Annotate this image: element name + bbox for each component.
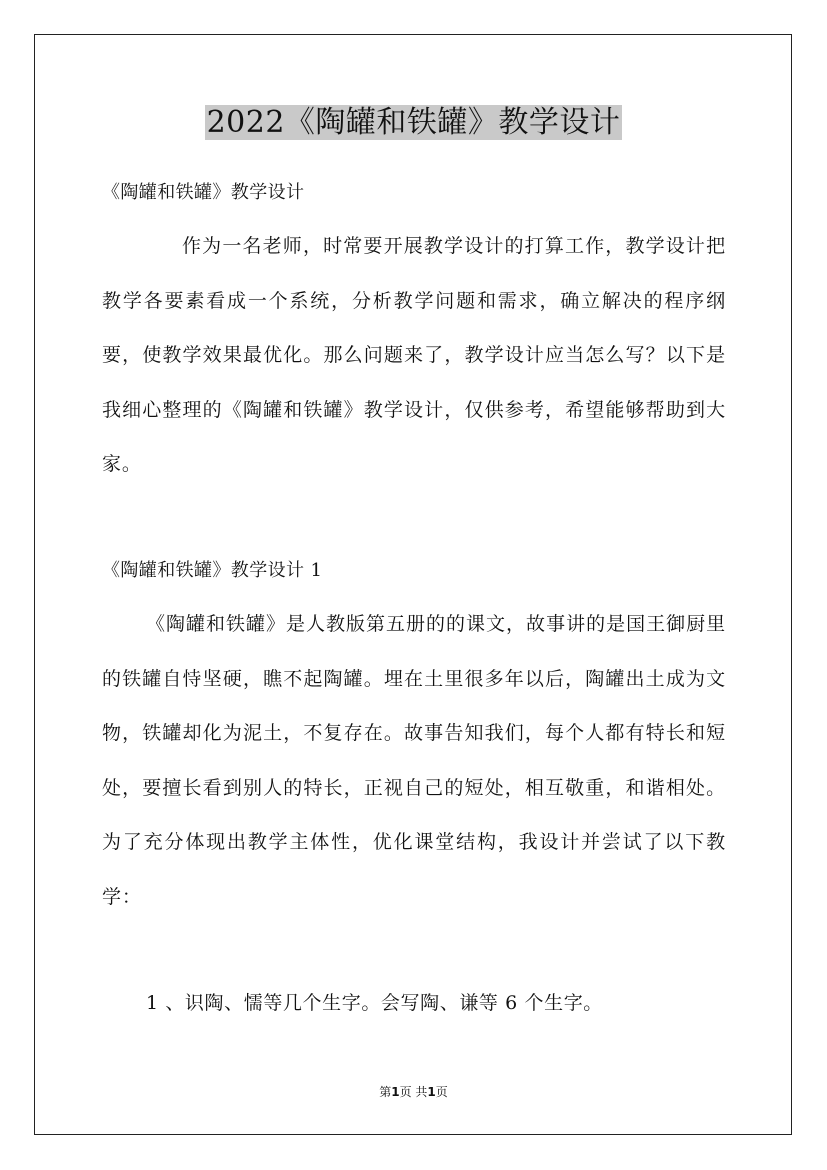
page-footer bbox=[0, 1083, 827, 1101]
document-subtitle: 《陶罐和铁罐》教学设计 bbox=[102, 182, 305, 203]
page-suffix: 页 bbox=[435, 1085, 448, 1099]
list-item: 1 、识陶、懦等几个生字。会写陶、谦等 6 个生字。 bbox=[146, 992, 603, 1014]
document-title-text: 2022《陶罐和铁罐》教学设计 bbox=[206, 105, 621, 140]
page-total: 1 bbox=[427, 1085, 436, 1099]
page-current: 1 bbox=[391, 1085, 400, 1099]
section-paragraph: 《陶罐和铁罐》是人教版第五册的的课文，故事讲的是国王御厨里的铁罐自恃坚硬，瞧不起陶罐。埋在土里很多年以后，陶罐出土成为文物，铁罐却化为泥土，不复存在。故事告知我们，每个人都有特长和短处，要擅长看到别人的特长，正视自己的短处，相互敬重，和谐相处。为了充分体现出教学主体性，优化课堂结构，我设计并尝试了以下教学： bbox=[102, 613, 726, 908]
page-mid: 页 共 bbox=[399, 1085, 428, 1099]
intro-paragraph: 作为一名老师，时常要开展教学设计的打算工作，教学设计把教学各要素看成一个系统，分析教学问题和需求，确立解决的程序纲要，使教学效果最优化。那么问题来了，教学设计应当怎么写？以下是我细心整理的《陶罐和铁罐》教学设计，仅供参考，希望能够帮助到大家。 bbox=[102, 235, 726, 475]
document-title bbox=[0, 101, 827, 145]
page-prefix: 第 bbox=[379, 1085, 392, 1099]
section-heading: 《陶罐和铁罐》教学设计 1 bbox=[102, 560, 323, 581]
